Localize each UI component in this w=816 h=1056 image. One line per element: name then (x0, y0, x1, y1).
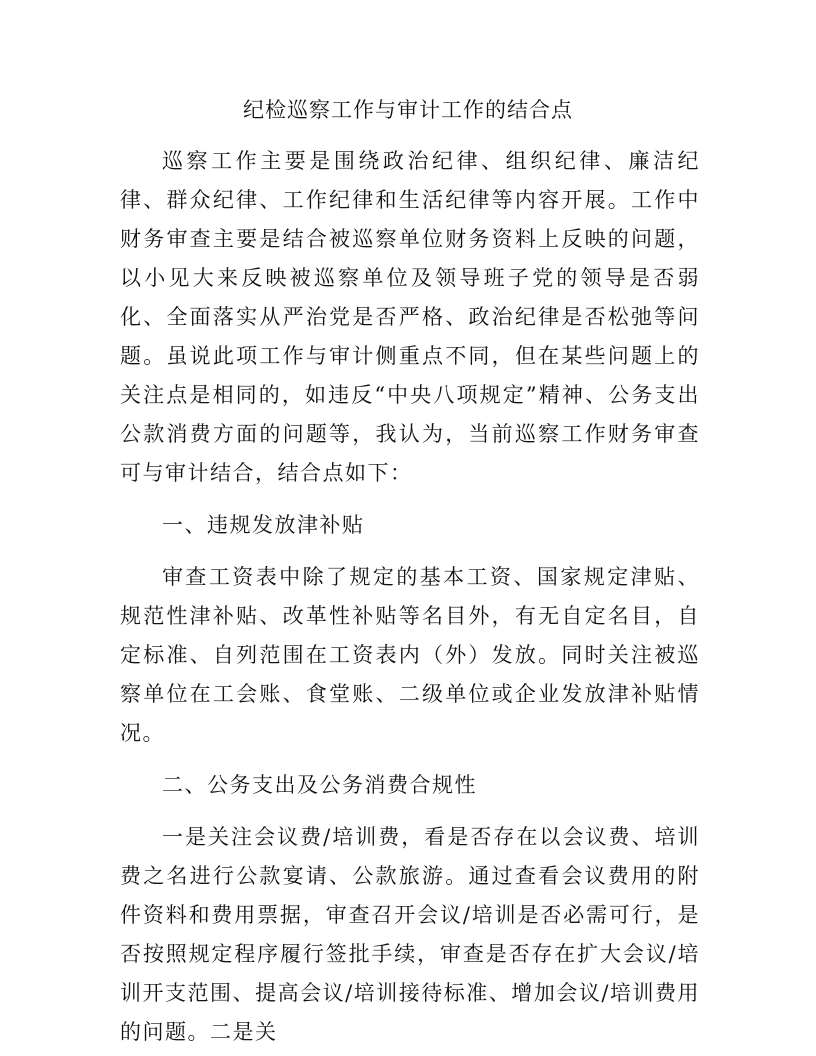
section-1-paragraph: 审查工资表中除了规定的基本工资、国家规定津贴、规范性津补贴、改革性补贴等名目外，有无自定名目，自定标准、自列范围在工资表内（外）发放。同时关注被巡察单位在工会账、食堂账、二级单位或企业发放津补贴情况。 (120, 565, 700, 745)
section-heading-2: 二、公务支出及公务消费合规性 (162, 773, 477, 797)
section-2-paragraph: 一是关注会议费/培训费，看是否存在以会议费、培训费之名进行公款宴请、公款旅游。通过查看会议费用的附件资料和费用票据，审查召开会议/培训是否必需可行，是否按照规定程序履行签批手续，审查是否存在扩大会议/培训开支范围、提高会议/培训接待标准、增加会议/培训费用的问题。二是关 (120, 825, 700, 1044)
intro-paragraph: 巡察工作主要是围绕政治纪律、组织纪律、廉洁纪律、群众纪律、工作纪律和生活纪律等内容开展。工作中财务审查主要是结合被巡察单位财务资料上反映的问题，以小见大来反映被巡察单位及领导班子党的领导是否弱化、全面落实从严治党是否严格、政治纪律是否松弛等问题。虽说此项工作与审计侧重点不同，但在某些问题上的关注点是相同的，如违反“中央八项规定”精神、公务支出公款消费方面的问题等，我认为，当前巡察工作财务审查可与审计结合，结合点如下： (120, 149, 700, 485)
document-body (120, 142, 700, 1052)
section-heading-1: 一、违规发放津补贴 (162, 513, 365, 537)
document-title: 纪检巡察工作与审计工作的结合点 (243, 98, 573, 122)
